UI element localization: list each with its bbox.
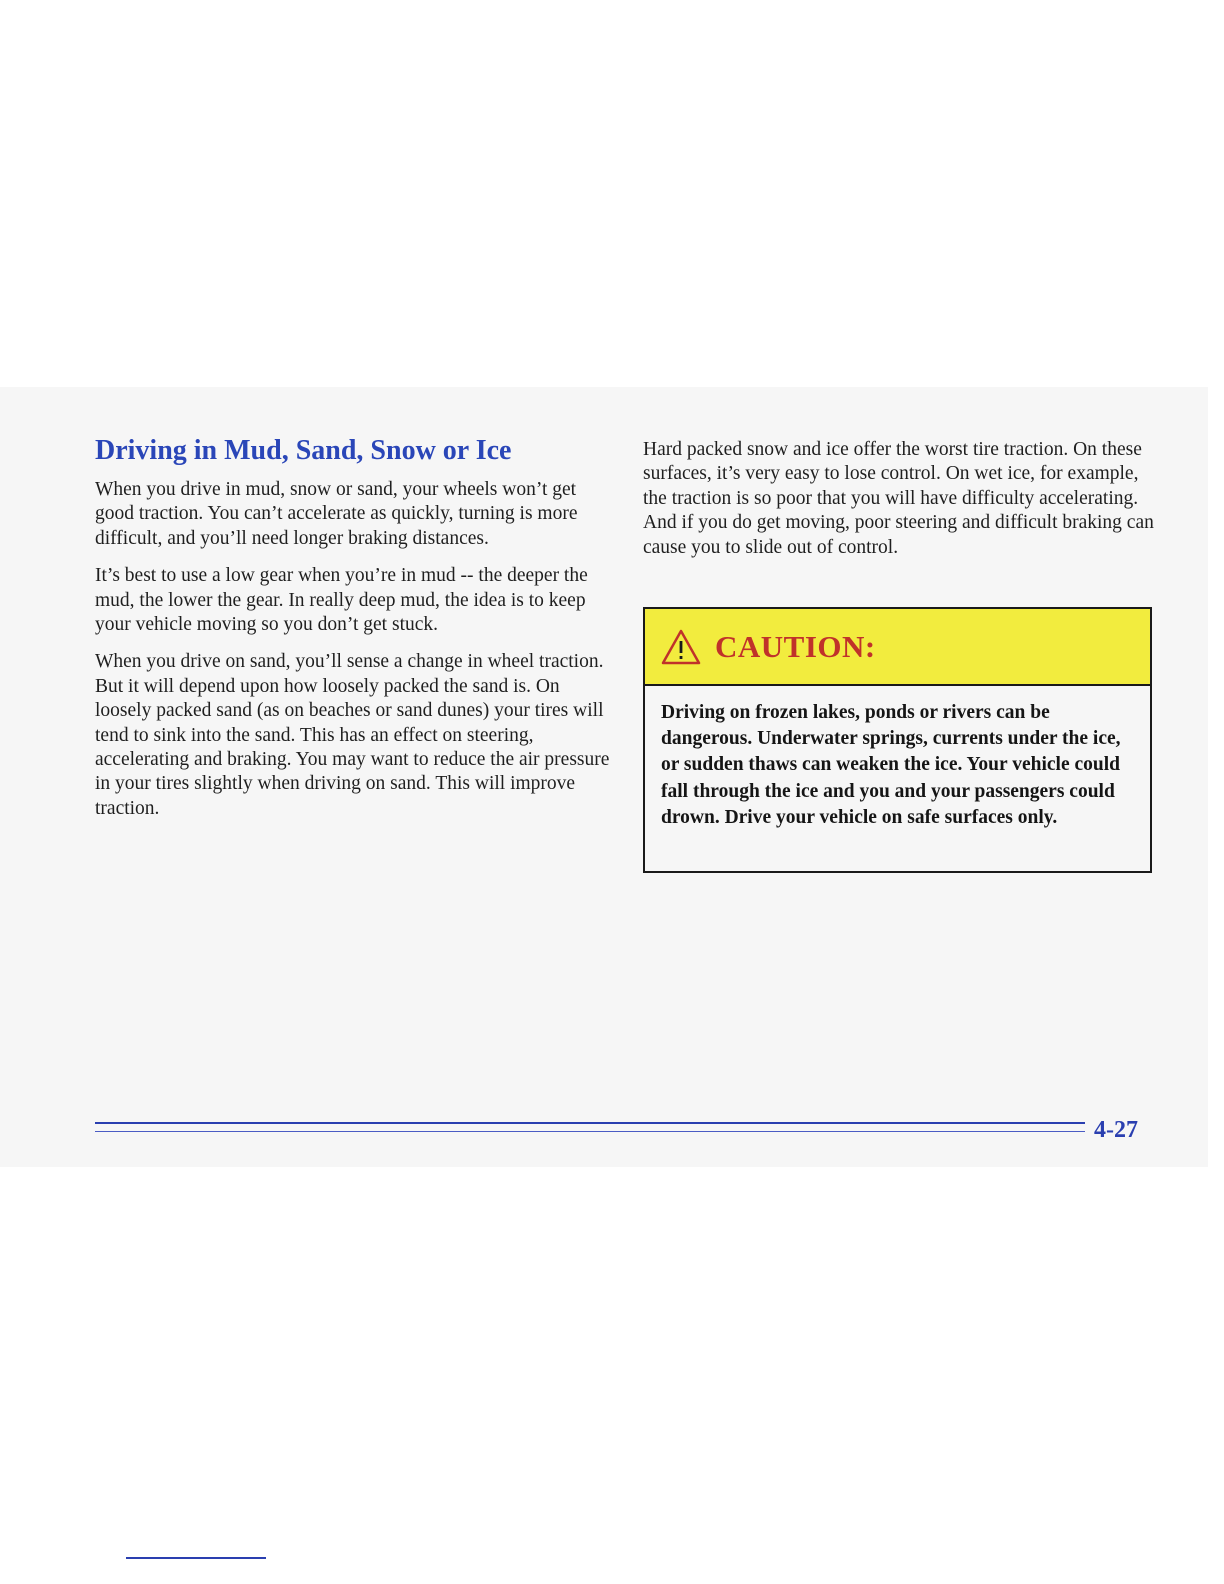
paragraph-mud-gear: It’s best to use a low gear when you’re in mud -- the deeper the mud, the lower the gear. In really deep mud, the idea is to keep your vehicle moving so you don’t get stuck.	[95, 565, 588, 636]
paragraph-snow-ice: Hard packed snow and ice offer the worst tire traction. On these surfaces, it’s very easy to lose control. On wet ice, for example, the traction is so poor that you will have difficulty accelerating. And if you do get moving, poor steering and difficult braking can cause you to slide out of control.	[643, 439, 1154, 558]
footer-rules	[95, 1122, 1085, 1136]
bottom-rule-stub	[126, 1557, 266, 1559]
section-heading: Driving in Mud, Sand, Snow or Ice	[95, 435, 512, 466]
caution-text: Driving on frozen lakes, ponds or rivers can be dangerous. Underwater springs, currents under the ice, or sudden thaws can weaken the ice. Your vehicle could fall through the ice and you and your passengers could drown. Drive your vehicle on safe surfaces only.	[661, 702, 1121, 828]
footer-rule-top	[95, 1122, 1085, 1124]
caution-header	[645, 609, 1150, 686]
paragraph-sand-traction: When you drive on sand, you’ll sense a change in wheel traction. But it will depend upon how loosely packed the sand is. On loosely packed sand (as on beaches or sand dunes) your tires will tend to sink into the sand. This has an effect on steering, accelerating and braking. You may want to reduce the air pressure in your tires slightly when driving on sand. This will improve traction.	[95, 651, 610, 819]
page-number: 4-27	[1094, 1117, 1138, 1143]
warning-triangle-icon	[661, 629, 701, 665]
paragraph-mud-sand-snow: When you drive in mud, snow or sand, your wheels won’t get good traction. You can’t accelerate as quickly, turning is more difficult, and you’ll need longer braking distances.	[95, 479, 578, 549]
right-column	[643, 438, 1163, 573]
footer-rule-bottom	[95, 1131, 1085, 1132]
caution-box	[643, 607, 1152, 873]
left-column	[95, 478, 615, 834]
caution-label: CAUTION:	[715, 628, 876, 664]
